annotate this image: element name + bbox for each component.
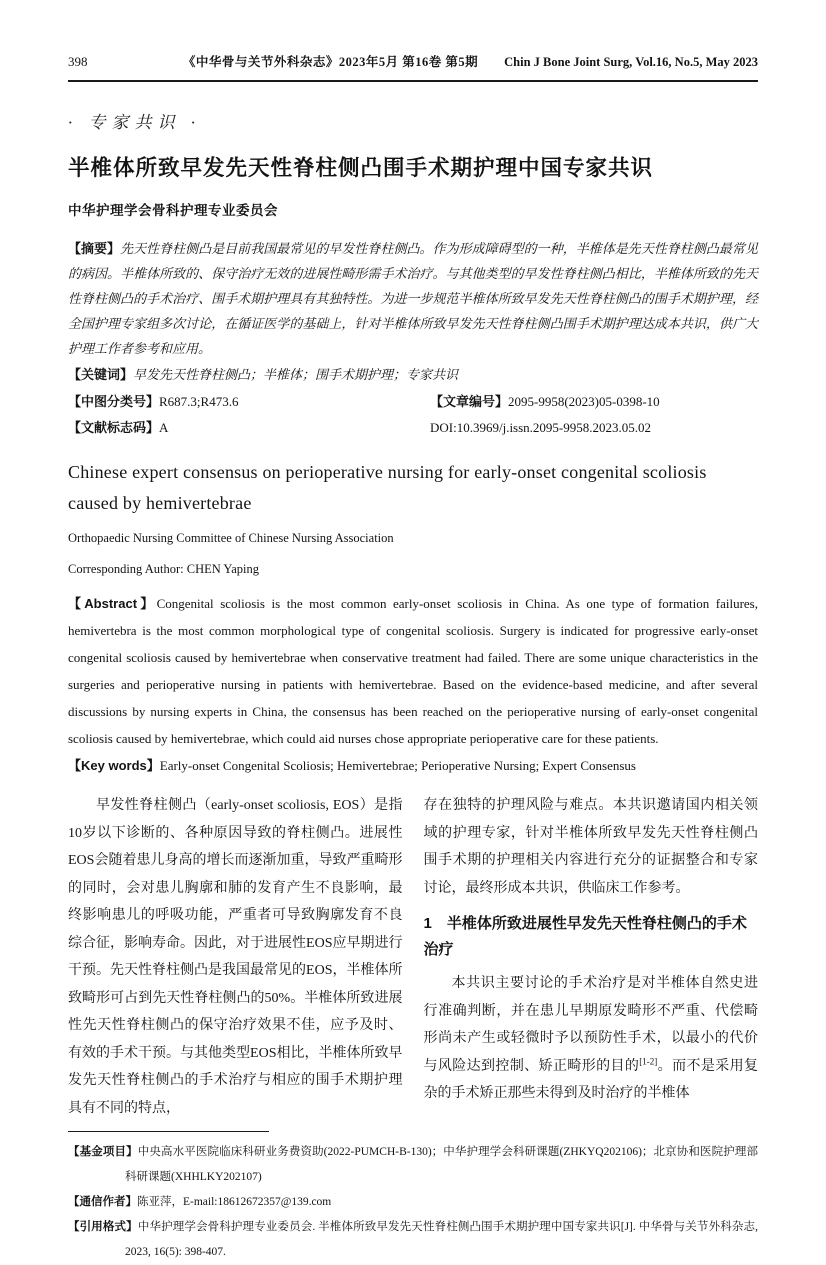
section-1-text-pre: 本共识主要讨论的手术治疗是对半椎体自然史进行准确判断，并在患儿早期原发畸形不严重、代偿畸形尚未产生或轻微时予以预防性手术，以最小的代价与风险达到控制、矫正畸形的目的	[423, 976, 758, 1074]
corresponding-author-en: Corresponding Author: CHEN Yaping	[68, 562, 259, 576]
clc-label: 【中图分类号】	[68, 394, 160, 409]
article-id	[430, 389, 758, 415]
citation-label: 【引用格式】	[68, 1221, 138, 1233]
keywords-text-cn: 早发先天性脊柱侧凸；半椎体；围手术期护理；专家共识	[133, 367, 459, 382]
abstract-text-en: Congenital scoliosis is the most common early-onset scoliosis in China. As one type of formation failures, hemivertebra is the most common morphological type of congenital scoliosis. Surgery is indicated for progressive early-onset congenital scoliosis caused by hemivertebrae when conservative treatment had failed. There are some unique characteristics in the surgeries and perioperative nursing in patients with hemivertebrae. Based on the evidence-based medicine, and after several discussions by nursing experts in China, the consensus has been reached on the perioperative nursing of early-onset congenital scoliosis caused by hemivertebrae, which could aid nurses chose appropriate perioperative care for these patients.	[68, 596, 758, 746]
abstract-cn	[68, 236, 758, 361]
journal-title-en: Chin J Bone Joint Surg, Vol.16, No.5, May 2023	[504, 55, 758, 69]
keywords-cn	[68, 362, 758, 387]
running-head	[68, 52, 758, 82]
keywords-label-en: 【Key words】	[68, 758, 160, 773]
abstract-label-en: 【Abstract】	[68, 596, 157, 611]
section-1-paragraph	[424, 970, 759, 1108]
footnotes	[68, 1140, 758, 1265]
article-title-cn: 半椎体所致早发先天性脊柱侧凸围手术期护理中国专家共识	[68, 156, 654, 180]
body-columns	[68, 792, 758, 1122]
corresponding-label: 【通信作者】	[68, 1196, 137, 1208]
affiliation-en: Orthopaedic Nursing Committee of Chinese Nursing Association	[68, 531, 394, 545]
corresponding-note	[68, 1190, 758, 1215]
article-id-label: 【文章编号】	[430, 394, 509, 409]
body-left-column	[68, 792, 403, 1122]
column-section-label: · 专家共识 ·	[68, 113, 201, 132]
citation-note	[68, 1215, 758, 1265]
article-id-value: 2095-9958(2023)05-0398-10	[508, 394, 660, 409]
intro-paragraph-right: 存在独特的护理风险与难点。本共识邀请国内相关领域的护理专家，针对半椎体所致早发先天性脊柱侧凸围手术期的护理相关内容进行充分的证据整合和专家讨论，最终形成本共识，供临床工作参考。	[423, 798, 758, 896]
page-number: 398	[68, 54, 88, 69]
abstract-en	[68, 590, 758, 752]
fund-text: 中央高水平医院临床科研业务费资助(2022-PUMCH-B-130)；中华护理学会科研课题(ZHKYQ202106)；北京协和医院护理部科研课题(XHHLKY202107)	[125, 1146, 758, 1183]
section-1-text-post: 。而不是采用复杂的手术矫正那些未得到及时治疗的半椎体	[423, 1058, 759, 1101]
article-title-en: Chinese expert consensus on perioperative nursing for early-onset congenital scoliosis caused by hemivertebrae	[68, 462, 707, 513]
citation-text: 中华护理学会骨科护理专业委员会. 半椎体所致早发先天性脊柱侧凸围手术期护理中国专家共识[J]. 中华骨与关节外科杂志, 2023, 16(5): 398-407.	[125, 1221, 758, 1258]
reference-marker: [1-2]	[639, 1055, 658, 1066]
section-1-heading: 1 半椎体所致进展性早发先天性脊柱侧凸的手术治疗	[423, 915, 747, 958]
doc-code	[68, 415, 430, 441]
journal-title-cn: 《中华骨与关节外科杂志》2023年5月 第16卷 第5期	[182, 55, 479, 69]
meta-row-2	[68, 415, 758, 441]
abstract-label-cn: 【摘要】	[68, 241, 121, 256]
clc-value: R687.3;R473.6	[159, 394, 239, 409]
keywords-label-cn: 【关键词】	[68, 367, 134, 382]
abstract-text-cn: 先天性脊柱侧凸是目前我国最常见的早发性脊柱侧凸。作为形成障碍型的一种，半椎体是先天性脊柱侧凸最常见的病因。半椎体所致的、保守治疗无效的进展性畸形需手术治疗。与其他类型的早发性脊柱侧凸相比，半椎体所致的先天性脊柱侧凸的手术治疗、围手术期护理具有其独特性。为进一步规范半椎体所致早发先天性脊柱侧凸的围手术期护理，经全国护理专家组多次讨论，在循证医学的基础上，针对半椎体所致早发先天性脊柱侧凸围手术期护理达成本共识，供广大护理工作者参考和应用。	[68, 241, 758, 356]
body-right-column	[424, 792, 759, 1122]
keywords-en	[68, 752, 758, 779]
footnote-separator	[68, 1131, 269, 1132]
fund-label: 【基金项目】	[68, 1146, 138, 1158]
doc-code-label: 【文献标志码】	[68, 420, 160, 435]
article-meta	[68, 389, 758, 441]
meta-row-1	[68, 389, 758, 415]
doc-code-value: A	[159, 420, 169, 435]
fund-note	[68, 1140, 758, 1190]
author-cn: 中华护理学会骨科护理专业委员会	[68, 203, 278, 218]
intro-paragraph-left: 早发性脊柱侧凸（early-onset scoliosis, EOS）是指10岁以下诊断的、各种原因导致的脊柱侧凸。进展性EOS会随着患儿身高的增长而逐渐加重，导致严重畸形的同时，会对患儿胸廓和肺的发育产生不良影响，最终影响患儿的呼吸功能，严重者可导致胸廓发育不良综合征，影响寿命。因此，对于进展性EOS应早期进行干预。先天性脊柱侧凸是我国最常见的EOS，半椎体所致畸形可占到先天性脊柱侧凸的50%。半椎体所致进展性先天性脊柱侧凸的保守治疗效果不佳，应予及时、有效的手术干预。与其他类型EOS相比，半椎体所致早发先天性脊柱侧凸的手术治疗与相应的围手术期护理具有不同的特点，	[68, 798, 403, 1116]
clc-number	[68, 389, 430, 415]
keywords-text-en: Early-onset Congenital Scoliosis; Hemivertebrae; Perioperative Nursing; Expert Consensus	[159, 758, 636, 773]
doi: DOI:10.3969/j.issn.2095-9958.2023.05.02	[430, 420, 651, 435]
corresponding-text: 陈亚萍，E-mail:18612672357@139.com	[137, 1196, 332, 1208]
